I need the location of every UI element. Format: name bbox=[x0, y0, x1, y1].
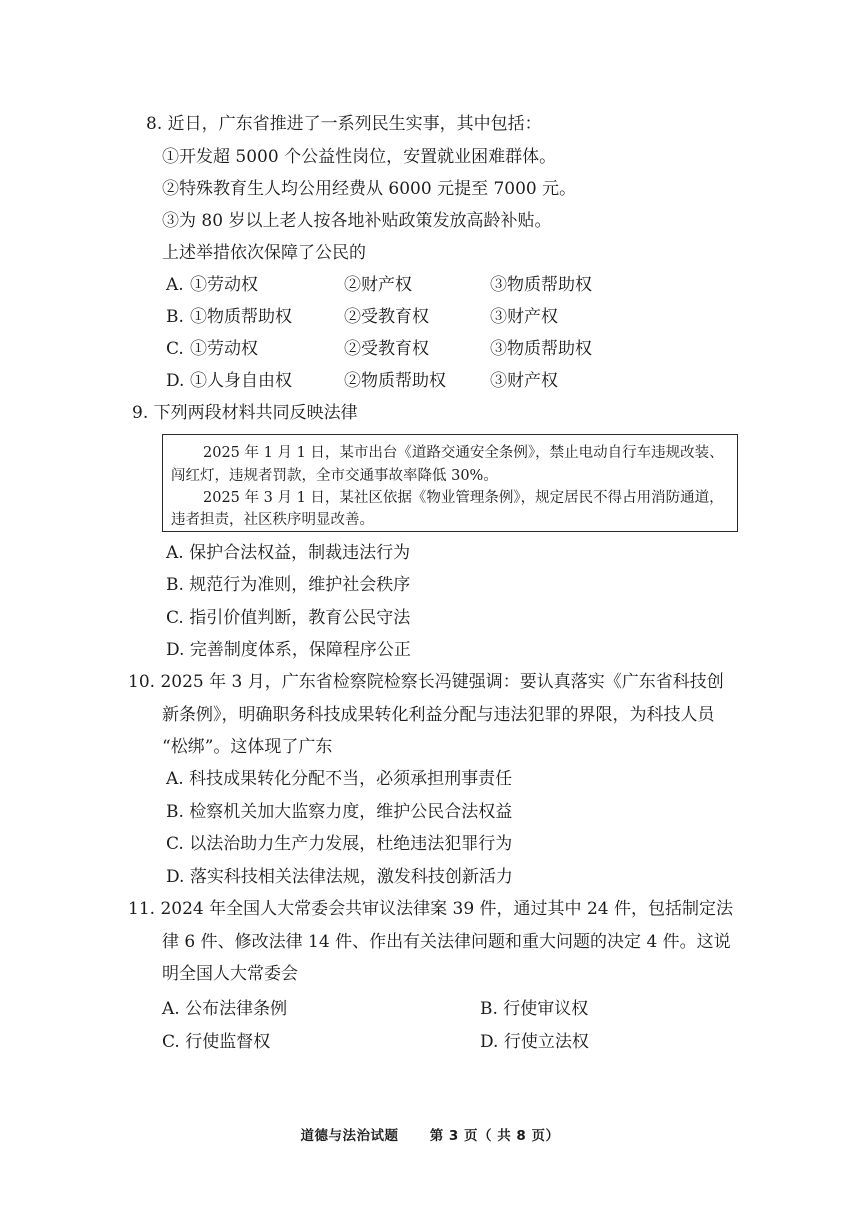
q8-stem: 8. 近日，广东省推进了一系列民生实事，其中包括： bbox=[146, 114, 542, 134]
q8-option-d-right-3: ③财产权 bbox=[490, 371, 558, 391]
q8-option-a-right-3: ③物质帮助权 bbox=[490, 275, 592, 295]
q10-stem-line-1: 10. 2025 年 3 月，广东省检察院检察长冯键强调：要认真落实《广东省科技创 bbox=[128, 672, 724, 692]
q8-option-d-right-2: ②物质帮助权 bbox=[344, 371, 446, 391]
footer-page-number: 第 3 页（ 共 8 页） bbox=[429, 1128, 560, 1144]
q9-material-line-1: 2025 年 1 月 1 日，某市出台《道路交通安全条例》，禁止电动自行车违规改装、 bbox=[203, 445, 724, 461]
page-footer bbox=[0, 1124, 860, 1144]
q8-option-a-letter: A. bbox=[166, 275, 184, 295]
q8-prompt: 上述举措依次保障了公民的 bbox=[162, 243, 366, 263]
q9-material-line-2: 闯红灯，违规者罚款，全市交通事故率降低 30%。 bbox=[171, 468, 498, 484]
q10-stem-line-3: “松绑”。这体现了广东 bbox=[162, 737, 333, 757]
footer-subject: 道德与法治试题 bbox=[300, 1128, 399, 1144]
q10-stem-line-2: 新条例》，明确职务科技成果转化利益分配与违法犯罪的界限，为科技人员 bbox=[162, 705, 715, 725]
q11-option-d[interactable]: D. 行使立法权 bbox=[480, 1032, 589, 1052]
q10-option-c[interactable]: C. 以法治助力生产力发展，杜绝违法犯罪行为 bbox=[166, 834, 513, 854]
q10-option-d[interactable]: D. 落实科技相关法律法规，激发科技创新活力 bbox=[166, 867, 513, 887]
q8-option-a-right-1: ①劳动权 bbox=[190, 275, 258, 295]
q9-option-c[interactable]: C. 指引价值判断，教育公民守法 bbox=[166, 608, 411, 628]
q9-option-b[interactable]: B. 规范行为准则，维护社会秩序 bbox=[166, 575, 411, 595]
q9-material-line-3: 2025 年 3 月 1 日，某社区依据《物业管理条例》，规定居民不得占用消防通道， bbox=[203, 490, 724, 506]
q11-option-b[interactable]: B. 行使审议权 bbox=[480, 999, 589, 1019]
q9-option-d[interactable]: D. 完善制度体系，保障程序公正 bbox=[166, 640, 411, 660]
q8-option-c-right-1: ①劳动权 bbox=[190, 339, 258, 359]
q9-material-line-4: 违者担责，社区秩序明显改善。 bbox=[171, 512, 374, 528]
q8-option-c-right-2: ②受教育权 bbox=[344, 339, 429, 359]
q11-stem-line-2: 律 6 件、修改法律 14 件、作出有关法律问题和重大问题的决定 4 件。这说 bbox=[162, 932, 731, 952]
q9-option-a[interactable]: A. 保护合法权益，制裁违法行为 bbox=[166, 543, 411, 563]
q8-item-1: ①开发超 5000 个公益性岗位，安置就业困难群体。 bbox=[162, 147, 557, 167]
q8-option-b-right-1: ①物质帮助权 bbox=[190, 307, 292, 327]
q8-option-b-right-3: ③财产权 bbox=[490, 307, 558, 327]
q11-option-c[interactable]: C. 行使监督权 bbox=[162, 1032, 271, 1052]
q8-option-b-letter: B. bbox=[166, 307, 184, 327]
q10-option-b[interactable]: B. 检察机关加大监察力度，维护公民合法权益 bbox=[166, 802, 513, 822]
q8-item-3: ③为 80 岁以上老人按各地补贴政策发放高龄补贴。 bbox=[162, 211, 552, 231]
q8-option-d-right-1: ①人身自由权 bbox=[190, 371, 292, 391]
q11-option-a[interactable]: A. 公布法律条例 bbox=[162, 999, 288, 1019]
q10-option-a[interactable]: A. 科技成果转化分配不当，必须承担刑事责任 bbox=[166, 769, 513, 789]
q11-stem-line-3: 明全国人大常委会 bbox=[162, 964, 298, 984]
q8-option-c-letter: C. bbox=[166, 339, 184, 359]
q8-item-2: ②特殊教育生人均公用经费从 6000 元提至 7000 元。 bbox=[162, 179, 577, 199]
q8-option-d-letter: D. bbox=[166, 371, 185, 391]
q9-material-box bbox=[162, 434, 738, 532]
q8-option-a-right-2: ②财产权 bbox=[344, 275, 412, 295]
q8-option-c-right-3: ③物质帮助权 bbox=[490, 339, 592, 359]
q9-stem: 9. 下列两段材料共同反映法律 bbox=[132, 403, 358, 423]
q11-stem-line-1: 11. 2024 年全国人大常委会共审议法律案 39 件，通过其中 24 件，包括制定法 bbox=[128, 899, 733, 919]
q8-option-b-right-2: ②受教育权 bbox=[344, 307, 429, 327]
